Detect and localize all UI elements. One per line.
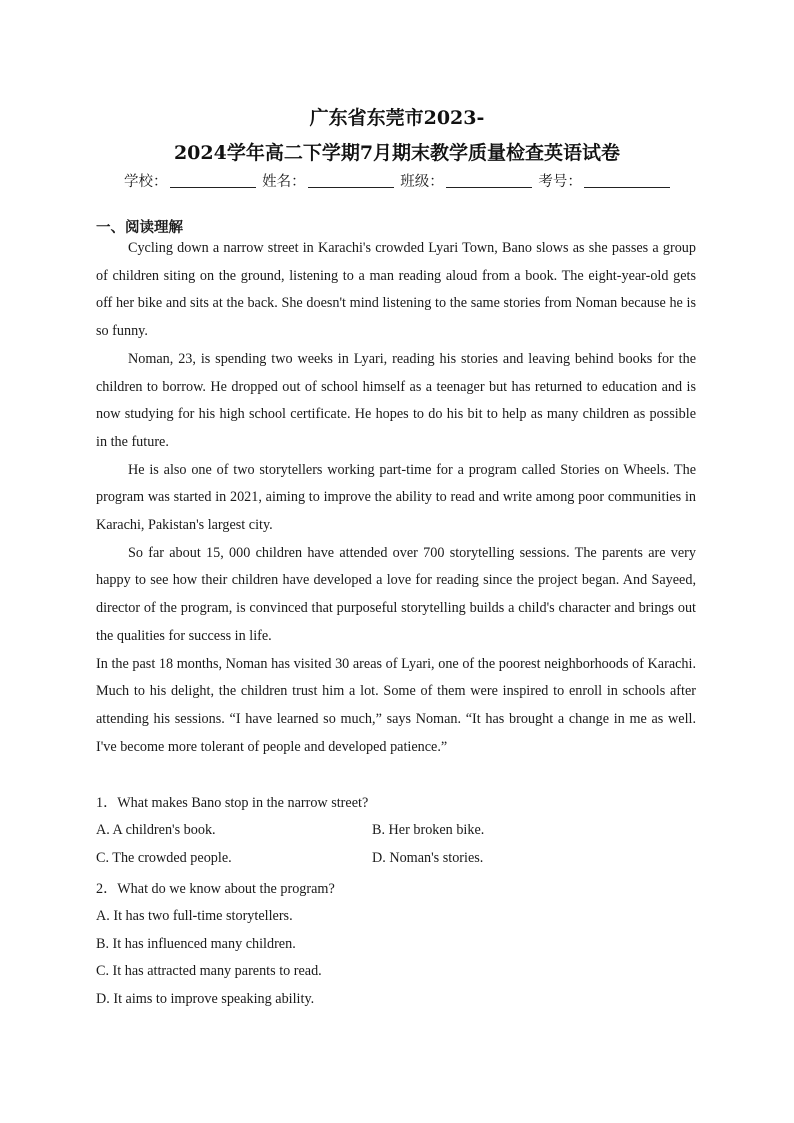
school-blank[interactable]	[170, 173, 256, 188]
question-2-option-d[interactable]: D. It aims to improve speaking ability.	[96, 991, 315, 1007]
reading-passage	[96, 235, 696, 761]
question-1-option-b[interactable]: B. Her broken bike.	[372, 822, 485, 838]
passage-paragraph: So far about 15, 000 children have attended over 700 storytelling sessions. The parents are very happy to see how their children have developed a love for reading since the project began. And Sayeed, director of the program, is convinced that purposeful storytelling builds a child's character and brings out the qualities for success in life.	[96, 544, 696, 644]
passage-paragraph: In the past 18 months, Noman has visited 30 areas of Lyari, one of the poorest neighborhoods of Karachi. Much to his delight, the children trust him a lot. Some of them were inspired to enroll in schools after attending his sessions. “I have learned so much,” says Noman. “It has brought a change in me as well. I've become more tolerant of people and developed patience.”	[96, 655, 696, 755]
question-2-option-b[interactable]: B. It has influenced many children.	[96, 936, 296, 952]
class-label: 班级：	[400, 174, 444, 190]
passage-paragraph: Cycling down a narrow street in Karachi's crowded Lyari Town, Bano slows as she passes a group of children siting on the ground, listening to a man reading aloud from a book. The eight-year-old gets off her bike and sits at the back. She doesn't mind listening to the same stories from Noman because he is so funny.	[96, 240, 696, 340]
question-1-option-a[interactable]: A. A children's book.	[96, 822, 216, 838]
section-heading: 一、阅读理解	[96, 220, 183, 236]
exam-number-label: 考号：	[538, 174, 582, 190]
question-2-option-c[interactable]: C. It has attracted many parents to read.	[96, 963, 322, 979]
passage-paragraph: Noman, 23, is spending two weeks in Lyari, reading his stories and leaving behind books for the children to borrow. He dropped out of school himself as a teenager but has returned to education and is now studying for his high school certificate. He hopes to do his bit to help as many children as possible in the future.	[96, 350, 696, 450]
question-1-stem: 1．What makes Bano stop in the narrow street?	[96, 795, 369, 811]
name-blank[interactable]	[308, 173, 394, 188]
student-info-row	[124, 170, 684, 191]
exam-title-line1: 广东省东莞市2023-	[309, 107, 485, 129]
question-1-option-c[interactable]: C. The crowded people.	[96, 850, 232, 866]
question-2-stem: 2．What do we know about the program?	[96, 881, 335, 897]
school-label: 学校：	[124, 174, 168, 190]
passage-paragraph: He is also one of two storytellers working part-time for a program called Stories on Wheels. The program was started in 2021, aiming to improve the ability to read and write among poor communities in Karachi, Pakistan's largest city.	[96, 461, 696, 534]
question-2-option-a[interactable]: A. It has two full-time storytellers.	[96, 908, 293, 924]
exam-title-line2: 2024学年高二下学期7月期末教学质量检查英语试卷	[173, 142, 621, 164]
class-blank[interactable]	[446, 173, 532, 188]
question-1-option-d[interactable]: D. Noman's stories.	[372, 850, 484, 866]
exam-number-blank[interactable]	[584, 173, 670, 188]
name-label: 姓名：	[262, 174, 306, 190]
